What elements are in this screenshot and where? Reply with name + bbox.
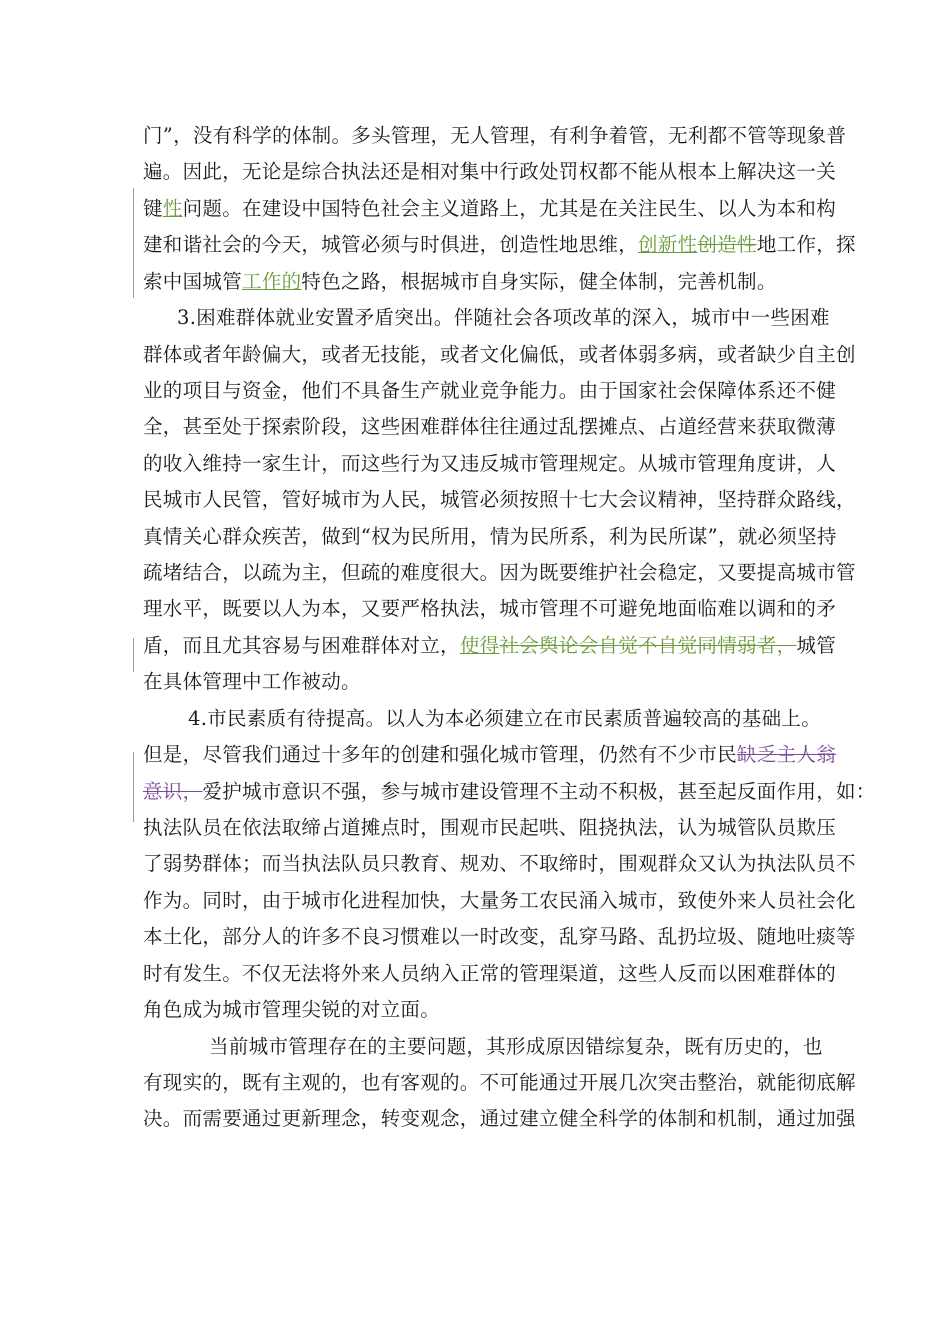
text-line bbox=[143, 885, 856, 917]
text-run: 键 bbox=[143, 196, 163, 220]
inserted-text: 性 bbox=[162, 196, 183, 220]
text-run: 城管 bbox=[796, 633, 837, 657]
text-run: 但是，尽管我们通过十多年的创建和强化城市管理，仍然有不少市民 bbox=[143, 743, 738, 767]
text-line bbox=[143, 193, 836, 225]
text-run: 理水平，既要以人为本，又要严格执法，城市管理不可避免地面临难以调和的矛 bbox=[143, 597, 837, 621]
text-line bbox=[143, 557, 856, 589]
text-line bbox=[143, 593, 836, 625]
text-run: 的收入维持一家生计，而这些行为又违反城市管理规定。从城市管理角度讲，人 bbox=[143, 451, 837, 475]
text-line bbox=[143, 156, 836, 188]
text-line bbox=[143, 375, 836, 407]
text-line bbox=[143, 266, 777, 298]
text-run: 民城市人民管，管好城市为人民，城管必须按照十七大会议精神，坚持群众路线， bbox=[143, 488, 856, 512]
text-run: 盾，而且尤其容易与困难群体对立， bbox=[143, 633, 460, 657]
text-run: 4.市民素质有待提高。以人为本必须建立在市民素质普遍较高的基础上。 bbox=[188, 706, 822, 730]
text-run: 当前城市管理存在的主要问题，其形成原因错综复杂，既有历史的，也 bbox=[209, 1034, 823, 1058]
text-run: 真情关心群众疾苦，做到“权为民所用，情为民所系，利为民所谋”，就必须坚持 bbox=[143, 524, 837, 548]
text-run: 时有发生。不仅无法将外来人员纳入正常的管理渠道，这些人反而以困难群体的 bbox=[143, 961, 837, 985]
text-run: 建和谐社会的今天，城管必须与时俱进，创造性地思维， bbox=[143, 233, 639, 257]
text-line bbox=[143, 958, 836, 990]
inserted-text: 创新性 bbox=[638, 233, 698, 257]
text-line bbox=[188, 703, 821, 735]
deleted-text: 缺乏主人翁 bbox=[737, 743, 837, 767]
text-line bbox=[143, 448, 836, 480]
deleted-text: 创造性 bbox=[697, 233, 757, 257]
text-line bbox=[143, 521, 837, 553]
text-run: 疏堵结合，以疏为主，但疏的难度很大。因为既要维护社会稳定，又要提高城市管 bbox=[143, 561, 856, 585]
text-line bbox=[143, 848, 856, 880]
change-bar bbox=[133, 188, 134, 298]
text-line bbox=[143, 484, 856, 516]
change-bar bbox=[133, 638, 134, 672]
text-run: 有现实的，既有主观的，也有客观的。不可能通过开展几次突击整治，就能彻底解 bbox=[143, 1070, 856, 1094]
text-run: 业的项目与资金，他们不具备生产就业竞争能力。由于国家社会保障体系还不健 bbox=[143, 378, 837, 402]
text-run: 遍。因此，无论是综合执法还是相对集中行政处罚权都不能从根本上解决这一关 bbox=[143, 160, 837, 184]
text-run: 门”，没有科学的体制。多头管理，无人管理，有利争着管，无利都不管等现象普 bbox=[143, 124, 847, 147]
inserted-text: 工作的 bbox=[242, 269, 302, 293]
inserted-text: 使得 bbox=[459, 633, 500, 657]
text-line bbox=[209, 1031, 823, 1063]
deleted-text: 意识， bbox=[143, 779, 203, 803]
text-run: 全，甚至处于探索阶段，这些困难群体往往通过乱摆摊点、占道经营来获取微薄 bbox=[143, 415, 837, 439]
text-line bbox=[143, 229, 856, 261]
text-line bbox=[143, 921, 856, 953]
text-line bbox=[143, 739, 836, 771]
text-run: 作为。同时，由于城市化进程加快，大量务工农民涌入城市，致使外来人员社会化 bbox=[143, 888, 856, 912]
text-run: 本土化，部分人的许多不良习惯难以一时改变，乱穿马路、乱扔垃圾、随地吐痰等 bbox=[143, 925, 856, 949]
text-line bbox=[177, 302, 830, 334]
text-run: 群体或者年龄偏大，或者无技能，或者文化偏低，或者体弱多病，或者缺少自主创 bbox=[143, 342, 856, 366]
text-line bbox=[143, 1103, 856, 1135]
text-run: 了弱势群体；而当执法队员只教育、规劝、不取缔时，围观群众又认为执法队员不 bbox=[143, 852, 856, 876]
text-line bbox=[143, 630, 836, 662]
deleted-text: 社会舆论会自觉不自觉同情弱者， bbox=[499, 633, 797, 657]
text-line bbox=[143, 812, 836, 844]
text-run: 角色成为城市管理尖锐的对立面。 bbox=[143, 998, 441, 1022]
text-line bbox=[143, 666, 361, 698]
text-line bbox=[143, 776, 876, 808]
text-line bbox=[143, 339, 856, 371]
text-run: 执法队员在依法取缔占道摊点时，围观市民起哄、阻挠执法，认为城管队员欺压 bbox=[143, 815, 837, 839]
text-run: 3.困难群体就业安置矛盾突出。伴随社会各项改革的深入，城市中一些困难 bbox=[177, 306, 830, 330]
change-bar bbox=[133, 752, 134, 822]
text-run: 特色之路，根据城市自身实际，健全体制，完善机制。 bbox=[301, 269, 777, 293]
text-run: 爱护城市意识不强，参与城市建设管理不主动不积极，甚至起反面作用，如： bbox=[202, 779, 876, 803]
text-line bbox=[143, 994, 440, 1026]
text-run: 在具体管理中工作被动。 bbox=[143, 670, 361, 694]
text-line bbox=[143, 1067, 856, 1099]
text-run: 索中国城管 bbox=[143, 269, 243, 293]
text-line bbox=[143, 120, 846, 152]
text-run: 决。而需要通过更新理念，转变观念，通过建立健全科学的体制和机制，通过加强 bbox=[143, 1107, 856, 1131]
text-line bbox=[143, 411, 836, 443]
text-run: 地工作，探 bbox=[756, 233, 856, 257]
text-run: 问题。在建设中国特色社会主义道路上，尤其是在关注民生、以人为本和构 bbox=[182, 196, 837, 220]
